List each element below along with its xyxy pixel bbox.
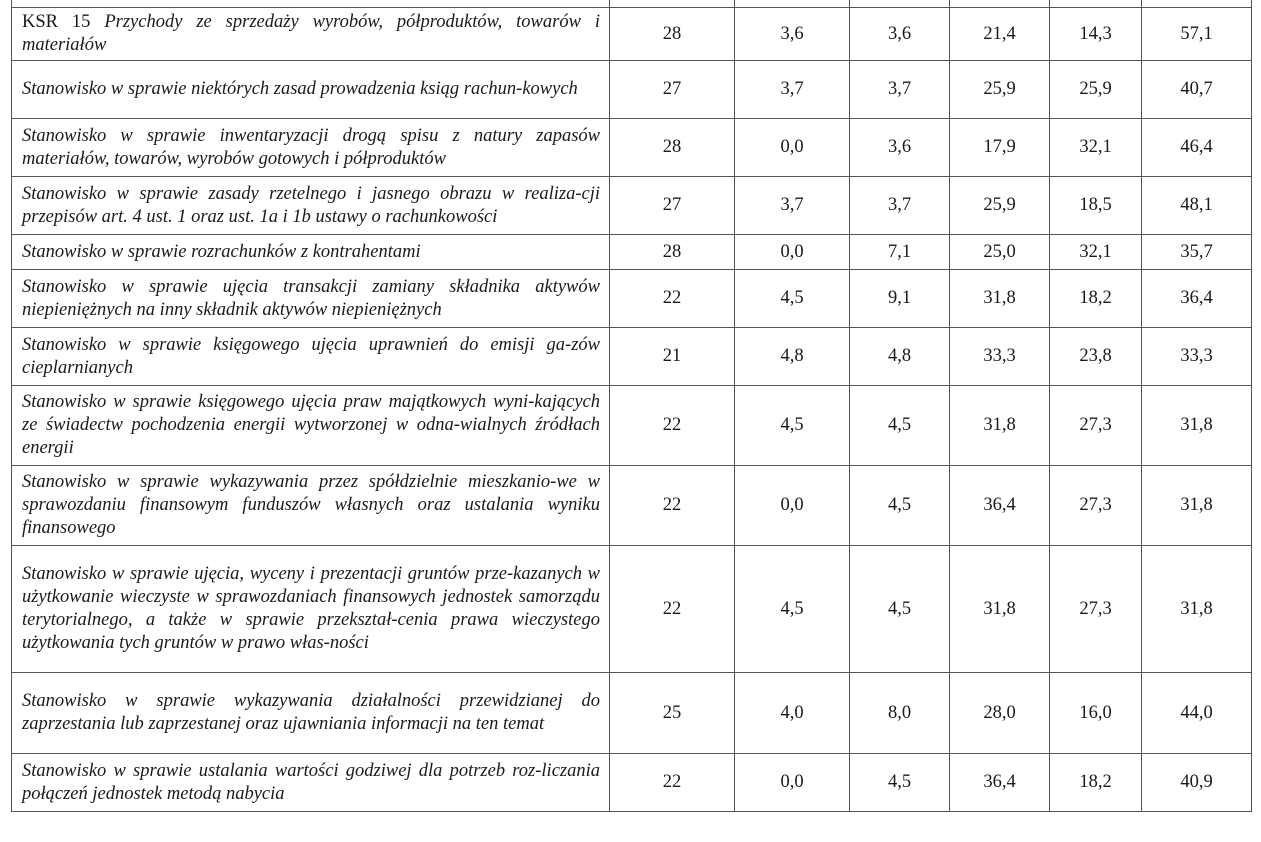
percentage-cell: 57,1 xyxy=(1142,8,1252,61)
standard-title: Stanowisko w sprawie rozrachunków z kontrahentami xyxy=(22,241,421,262)
standard-description-cell xyxy=(12,8,610,61)
standard-description-cell xyxy=(12,754,610,812)
percentage-cell: 27,3 xyxy=(1050,466,1142,546)
percentage-cell: 27,3 xyxy=(1050,386,1142,466)
percentage-cell: 3,6 xyxy=(735,8,850,61)
percentage-cell: 44,0 xyxy=(1142,673,1252,754)
table-edge-cell xyxy=(735,0,850,8)
standard-description-cell xyxy=(12,119,610,177)
standard-code: KSR 15 xyxy=(22,12,91,32)
percentage-cell: 18,5 xyxy=(1050,177,1142,235)
survey-results-table xyxy=(11,0,1252,812)
standard-title: Stanowisko w sprawie zasady rzetelnego i jasnego obrazu w realiza-cji przepisów art. 4 ust. 1 oraz ust. 1a i 1b ustawy o rachunkowości xyxy=(22,183,600,227)
standard-title: Stanowisko w sprawie ujęcia, wyceny i prezentacji gruntów prze-kazanych w użytkowanie wieczyste w sprawozdaniach finansowych jednostek samorządu terytorialnego, a także w sprawie przekształ-cenia prawa wieczystego użytkowania tych gruntów w prawo włas-ności xyxy=(22,564,600,653)
percentage-cell: 33,3 xyxy=(950,328,1050,386)
percentage-cell: 25,9 xyxy=(1050,61,1142,119)
standard-description-cell xyxy=(12,61,610,119)
respondent-count-cell: 27 xyxy=(610,61,735,119)
table-edge-row xyxy=(12,0,1252,8)
table-row xyxy=(12,235,1252,270)
standard-description-cell xyxy=(12,546,610,673)
table-edge-cell xyxy=(850,0,950,8)
respondent-count-cell: 28 xyxy=(610,235,735,270)
percentage-cell: 4,0 xyxy=(735,673,850,754)
respondent-count-cell: 22 xyxy=(610,270,735,328)
percentage-cell: 7,1 xyxy=(850,235,950,270)
percentage-cell: 4,5 xyxy=(735,270,850,328)
table-edge-cell xyxy=(610,0,735,8)
percentage-cell: 31,8 xyxy=(950,386,1050,466)
percentage-cell: 36,4 xyxy=(950,754,1050,812)
percentage-cell: 3,6 xyxy=(850,119,950,177)
standard-title: Przychody ze sprzedaży wyrobów, półproduktów, towarów i materiałów xyxy=(22,12,600,55)
percentage-cell: 28,0 xyxy=(950,673,1050,754)
standard-title: Stanowisko w sprawie wykazywania działalności przewidzianej do zaprzestania lub zaprzestanej oraz ujawniania informacji na ten temat xyxy=(22,691,600,734)
percentage-cell: 18,2 xyxy=(1050,754,1142,812)
standard-title: Stanowisko w sprawie ujęcia transakcji zamiany składnika aktywów niepieniężnych na inny składnik aktywów niepieniężnych xyxy=(22,276,600,320)
percentage-cell: 0,0 xyxy=(735,235,850,270)
percentage-cell: 32,1 xyxy=(1050,119,1142,177)
table-body xyxy=(12,0,1252,812)
standard-title: Stanowisko w sprawie księgowego ujęcia praw majątkowych wyni-kających ze świadectw pochodzenia energii wytworzonej w odna-wialnych źródłach energii xyxy=(22,392,600,458)
percentage-cell: 46,4 xyxy=(1142,119,1252,177)
percentage-cell: 40,9 xyxy=(1142,754,1252,812)
standard-description-cell xyxy=(12,386,610,466)
respondent-count-cell: 22 xyxy=(610,754,735,812)
percentage-cell: 31,8 xyxy=(1142,546,1252,673)
respondent-count-cell: 25 xyxy=(610,673,735,754)
percentage-cell: 3,7 xyxy=(850,177,950,235)
percentage-cell: 18,2 xyxy=(1050,270,1142,328)
table-row xyxy=(12,386,1252,466)
percentage-cell: 3,7 xyxy=(850,61,950,119)
table-row xyxy=(12,119,1252,177)
standard-description-cell xyxy=(12,235,610,270)
percentage-cell: 48,1 xyxy=(1142,177,1252,235)
table-edge-cell xyxy=(1142,0,1252,8)
percentage-cell: 0,0 xyxy=(735,119,850,177)
percentage-cell: 32,1 xyxy=(1050,235,1142,270)
percentage-cell: 4,5 xyxy=(735,386,850,466)
percentage-cell: 31,8 xyxy=(950,270,1050,328)
percentage-cell: 31,8 xyxy=(1142,386,1252,466)
standard-title: Stanowisko w sprawie księgowego ujęcia uprawnień do emisji ga-zów cieplarnianych xyxy=(22,334,600,378)
table-edge-cell xyxy=(950,0,1050,8)
percentage-cell: 31,8 xyxy=(1142,466,1252,546)
percentage-cell: 0,0 xyxy=(735,754,850,812)
percentage-cell: 3,6 xyxy=(850,8,950,61)
standard-description-cell xyxy=(12,177,610,235)
table-edge-cell xyxy=(1050,0,1142,8)
percentage-cell: 16,0 xyxy=(1050,673,1142,754)
percentage-cell: 0,0 xyxy=(735,466,850,546)
respondent-count-cell: 21 xyxy=(610,328,735,386)
percentage-cell: 4,8 xyxy=(735,328,850,386)
table-row xyxy=(12,8,1252,61)
percentage-cell: 27,3 xyxy=(1050,546,1142,673)
table-row xyxy=(12,466,1252,546)
percentage-cell: 35,7 xyxy=(1142,235,1252,270)
percentage-cell: 33,3 xyxy=(1142,328,1252,386)
standard-title: Stanowisko w sprawie ustalania wartości godziwej dla potrzeb roz-liczania połączeń jednostek metodą nabycia xyxy=(22,760,600,804)
percentage-cell: 3,7 xyxy=(735,61,850,119)
percentage-cell: 14,3 xyxy=(1050,8,1142,61)
table-row xyxy=(12,754,1252,812)
percentage-cell: 9,1 xyxy=(850,270,950,328)
table-row xyxy=(12,673,1252,754)
percentage-cell: 36,4 xyxy=(950,466,1050,546)
standard-title: Stanowisko w sprawie niektórych zasad prowadzenia ksiąg rachun-kowych xyxy=(22,79,578,99)
percentage-cell: 8,0 xyxy=(850,673,950,754)
percentage-cell: 23,8 xyxy=(1050,328,1142,386)
table-row xyxy=(12,270,1252,328)
percentage-cell: 4,5 xyxy=(850,546,950,673)
percentage-cell: 4,5 xyxy=(850,754,950,812)
percentage-cell: 4,5 xyxy=(850,386,950,466)
respondent-count-cell: 28 xyxy=(610,8,735,61)
percentage-cell: 3,7 xyxy=(735,177,850,235)
table-row xyxy=(12,546,1252,673)
table-row xyxy=(12,61,1252,119)
standard-description-cell xyxy=(12,673,610,754)
percentage-cell: 4,8 xyxy=(850,328,950,386)
standard-description-cell xyxy=(12,328,610,386)
respondent-count-cell: 22 xyxy=(610,546,735,673)
standard-title: Stanowisko w sprawie inwentaryzacji drogą spisu z natury zapasów materiałów, towarów, wyrobów gotowych i półproduktów xyxy=(22,125,600,169)
table-edge-cell xyxy=(12,0,610,8)
standard-description-cell xyxy=(12,270,610,328)
respondent-count-cell: 27 xyxy=(610,177,735,235)
table-row xyxy=(12,328,1252,386)
percentage-cell: 36,4 xyxy=(1142,270,1252,328)
table-row xyxy=(12,177,1252,235)
percentage-cell: 21,4 xyxy=(950,8,1050,61)
percentage-cell: 40,7 xyxy=(1142,61,1252,119)
percentage-cell: 17,9 xyxy=(950,119,1050,177)
percentage-cell: 25,9 xyxy=(950,177,1050,235)
standard-description-cell xyxy=(12,466,610,546)
percentage-cell: 25,9 xyxy=(950,61,1050,119)
standard-title: Stanowisko w sprawie wykazywania przez spółdzielnie mieszkanio-we w sprawozdaniu finansowym funduszów własnych oraz ustalania wyniku finansowego xyxy=(22,472,600,538)
percentage-cell: 4,5 xyxy=(850,466,950,546)
respondent-count-cell: 22 xyxy=(610,466,735,546)
percentage-cell: 31,8 xyxy=(950,546,1050,673)
respondent-count-cell: 22 xyxy=(610,386,735,466)
percentage-cell: 25,0 xyxy=(950,235,1050,270)
percentage-cell: 4,5 xyxy=(735,546,850,673)
respondent-count-cell: 28 xyxy=(610,119,735,177)
